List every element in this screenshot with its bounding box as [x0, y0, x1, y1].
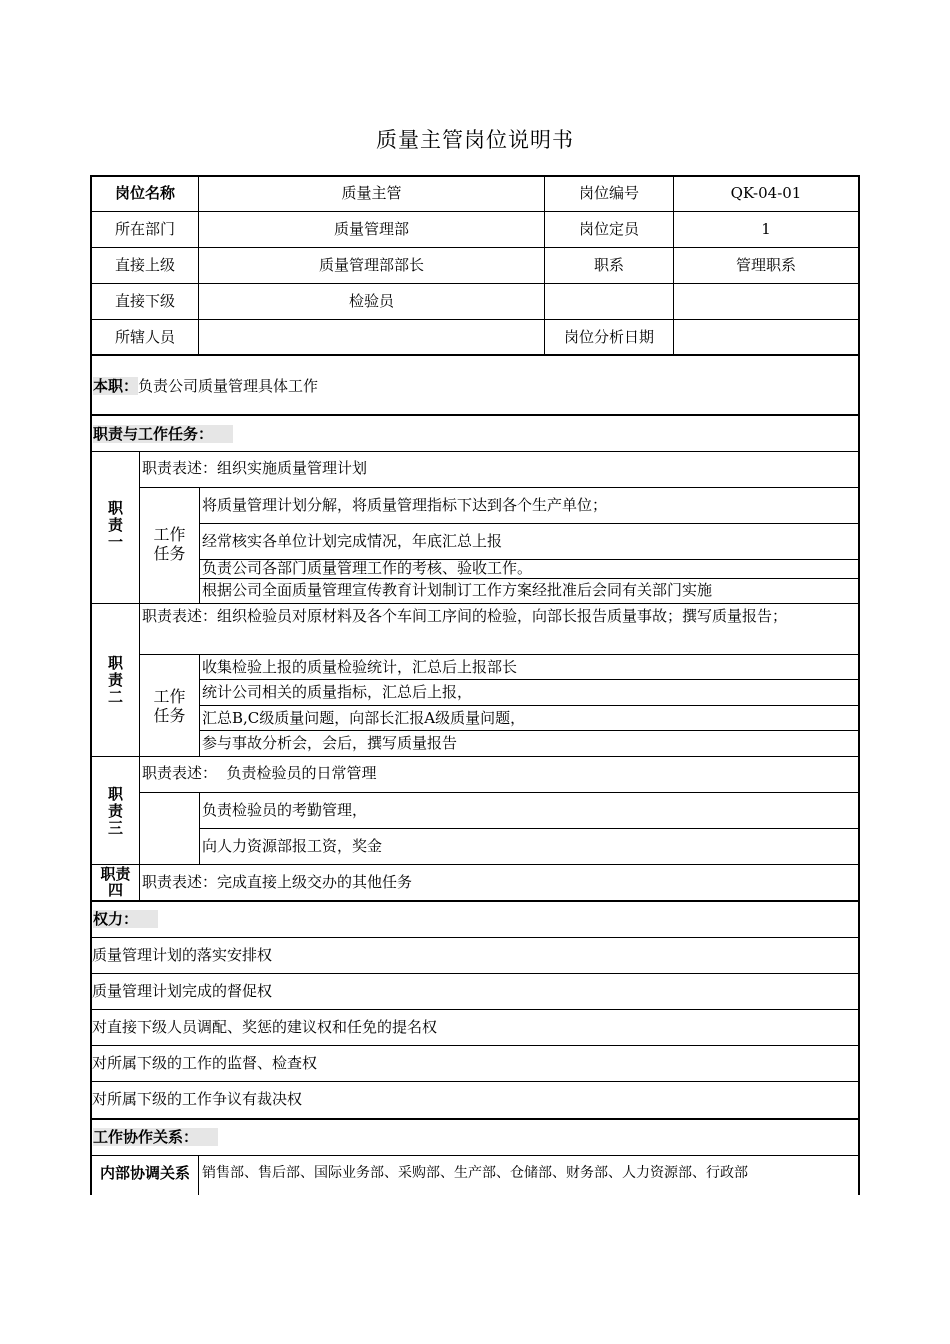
duty-desc: 职责表述：组织实施质量管理计划	[142, 459, 368, 477]
relations-heading: 工作协作关系：	[93, 1127, 218, 1147]
header-value: 检验员	[348, 292, 394, 310]
duty-name: 职 责 三	[107, 785, 123, 837]
header-label: 所辖人员	[114, 328, 175, 346]
header-label: 岗位定员	[578, 220, 639, 238]
power-item: 质量管理计划完成的督促权	[92, 982, 273, 1000]
duty-name: 职责 四	[100, 865, 131, 899]
core-responsibility	[93, 376, 318, 396]
duty-name: 职 责 一	[107, 499, 123, 551]
duty-desc: 职责表述： 负责检验员的日常管理	[142, 764, 377, 782]
duty-desc: 职责表述：组织检验员对原材料及各个车间工序间的检验，向部长报告质量事故；撰写质量报告；	[142, 607, 788, 625]
powers-heading: 权力：	[93, 909, 158, 929]
internal-relations-label: 内部协调关系	[99, 1164, 190, 1182]
task-item: 负责公司各部门质量管理工作的考核、验收工作。	[202, 559, 533, 577]
header-value: 1	[761, 220, 771, 238]
duties-heading: 职责与工作任务：	[93, 424, 233, 444]
header-value: 质量主管	[341, 184, 402, 202]
header-value: 质量管理部部长	[318, 256, 424, 274]
core-label: 本职：	[93, 377, 139, 395]
task-item: 汇总B,C级质量问题，向部长汇报A级质量问题，	[202, 709, 526, 727]
duty-name: 职 责 二	[107, 654, 123, 706]
internal-relations-value: 销售部、售后部、国际业务部、采购部、生产部、仓储部、财务部、人力资源部、行政部	[202, 1165, 748, 1181]
header-label: 直接下级	[114, 292, 175, 310]
task-item: 负责检验员的考勤管理，	[202, 801, 368, 819]
header-value: 管理职系	[735, 256, 796, 274]
header-label: 岗位名称	[114, 184, 175, 202]
header-label: 岗位分析日期	[563, 328, 654, 346]
task-label: 工作 任务	[153, 525, 186, 563]
power-item: 对所属下级的工作的监督、检查权	[92, 1054, 318, 1072]
page-title: 质量主管岗位说明书	[376, 128, 574, 152]
header-label: 直接上级	[114, 256, 175, 274]
power-item: 对所属下级的工作争议有裁决权	[92, 1090, 303, 1108]
job-description-table	[90, 175, 860, 1195]
task-item: 向人力资源部报工资，奖金	[202, 837, 383, 855]
task-item: 参与事故分析会，会后，撰写质量报告	[202, 734, 458, 752]
core-text: 负责公司质量管理具体工作	[138, 377, 319, 395]
duty-desc: 职责表述：完成直接上级交办的其他任务	[142, 873, 413, 891]
header-label: 岗位编号	[578, 184, 639, 202]
header-label: 所在部门	[114, 220, 175, 238]
task-item: 根据公司全面质量管理宣传教育计划制订工作方案经批准后会同有关部门实施	[202, 581, 713, 599]
power-item: 质量管理计划的落实安排权	[92, 946, 273, 964]
task-item: 经常核实各单位计划完成情况，年底汇总上报	[202, 532, 503, 550]
task-item: 收集检验上报的质量检验统计，汇总后上报部长	[202, 658, 518, 676]
task-item: 统计公司相关的质量指标，汇总后上报，	[202, 683, 473, 701]
task-item: 将质量管理计划分解，将质量管理指标下达到各个生产单位；	[202, 496, 608, 514]
header-label: 职系	[593, 256, 624, 274]
power-item: 对直接下级人员调配、奖惩的建议权和任免的提名权	[92, 1018, 438, 1036]
header-value: QK-04-01	[730, 184, 802, 202]
header-value: 质量管理部	[333, 220, 409, 238]
task-label: 工作 任务	[153, 687, 186, 725]
